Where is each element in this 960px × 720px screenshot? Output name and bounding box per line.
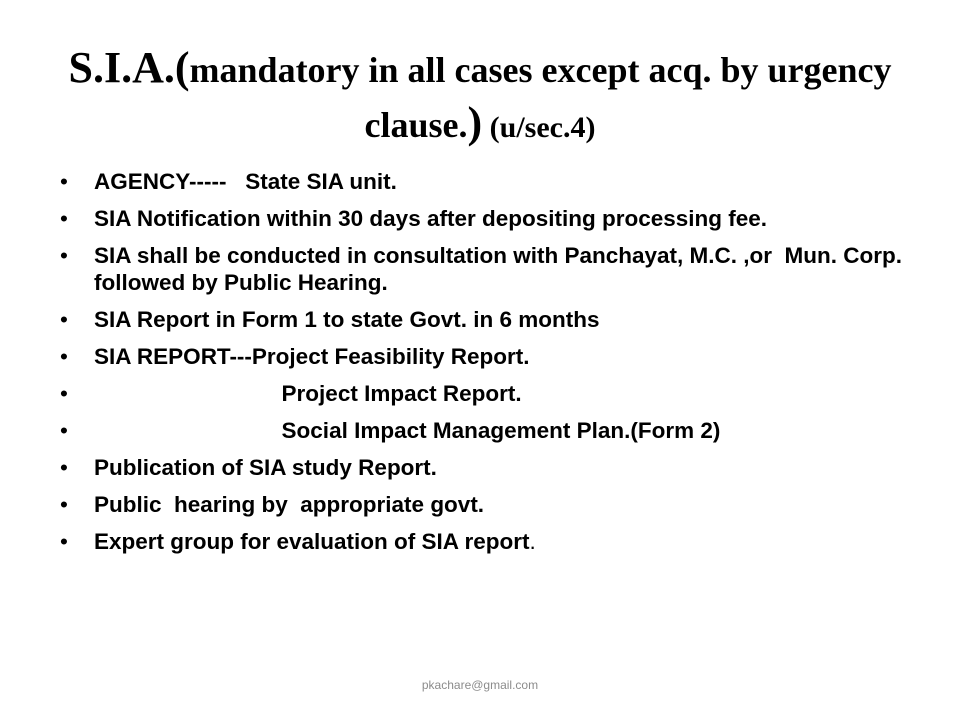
footer-email: pkachare@gmail.com bbox=[421, 678, 539, 692]
list-item bbox=[58, 242, 918, 296]
bullet-text: Public hearing by appropriate govt. bbox=[94, 492, 485, 517]
bullet-list bbox=[58, 168, 918, 565]
title-close-paren: ) bbox=[467, 98, 483, 148]
bullet-icon: • bbox=[60, 529, 68, 554]
title-main: mandatory in all cases except acq. by urgency clause. bbox=[189, 50, 892, 146]
bullet-text-wrap bbox=[94, 529, 536, 554]
bullet-icon: • bbox=[60, 492, 68, 517]
bullet-text: SIA shall be conducted in consultation with Panchayat, M.C. ,or Mun. Corp. followed by Public Hearing. bbox=[94, 243, 909, 295]
bullet-icon: • bbox=[60, 344, 68, 369]
list-item bbox=[58, 205, 918, 232]
bullet-icon: • bbox=[60, 381, 68, 406]
list-item bbox=[58, 417, 918, 444]
bullet-text: SIA Report in Form 1 to state Govt. in 6 months bbox=[94, 307, 600, 332]
list-item bbox=[58, 491, 918, 518]
list-item bbox=[58, 306, 918, 333]
list-item bbox=[58, 454, 918, 481]
title-prefix: S.I.A.( bbox=[68, 43, 190, 92]
bullet-icon: • bbox=[60, 418, 68, 443]
bullet-text: AGENCY----- State SIA unit. bbox=[94, 169, 397, 194]
bullet-text: Project Impact Report. bbox=[94, 381, 522, 406]
bullet-icon: • bbox=[60, 455, 68, 480]
bullet-text: Social Impact Management Plan.(Form 2) bbox=[94, 418, 721, 443]
bullet-icon: • bbox=[60, 243, 68, 268]
bullet-icon: • bbox=[60, 307, 68, 332]
bullet-text: SIA Notification within 30 days after depositing processing fee. bbox=[94, 206, 768, 231]
bullet-icon: • bbox=[60, 169, 68, 194]
list-item bbox=[58, 528, 918, 555]
list-item bbox=[58, 343, 918, 370]
bullet-text: SIA REPORT---Project Feasibility Report. bbox=[94, 344, 530, 369]
title-section-ref: (u/sec.4) bbox=[482, 111, 596, 145]
bullet-text: Publication of SIA study Report. bbox=[94, 455, 437, 480]
slide-title bbox=[40, 40, 920, 151]
bullet-icon: • bbox=[60, 206, 68, 231]
list-item bbox=[58, 380, 918, 407]
bullet-text-period: . bbox=[529, 529, 536, 554]
bullet-text: Expert group for evaluation of SIA report bbox=[94, 529, 530, 554]
list-item bbox=[58, 168, 918, 195]
